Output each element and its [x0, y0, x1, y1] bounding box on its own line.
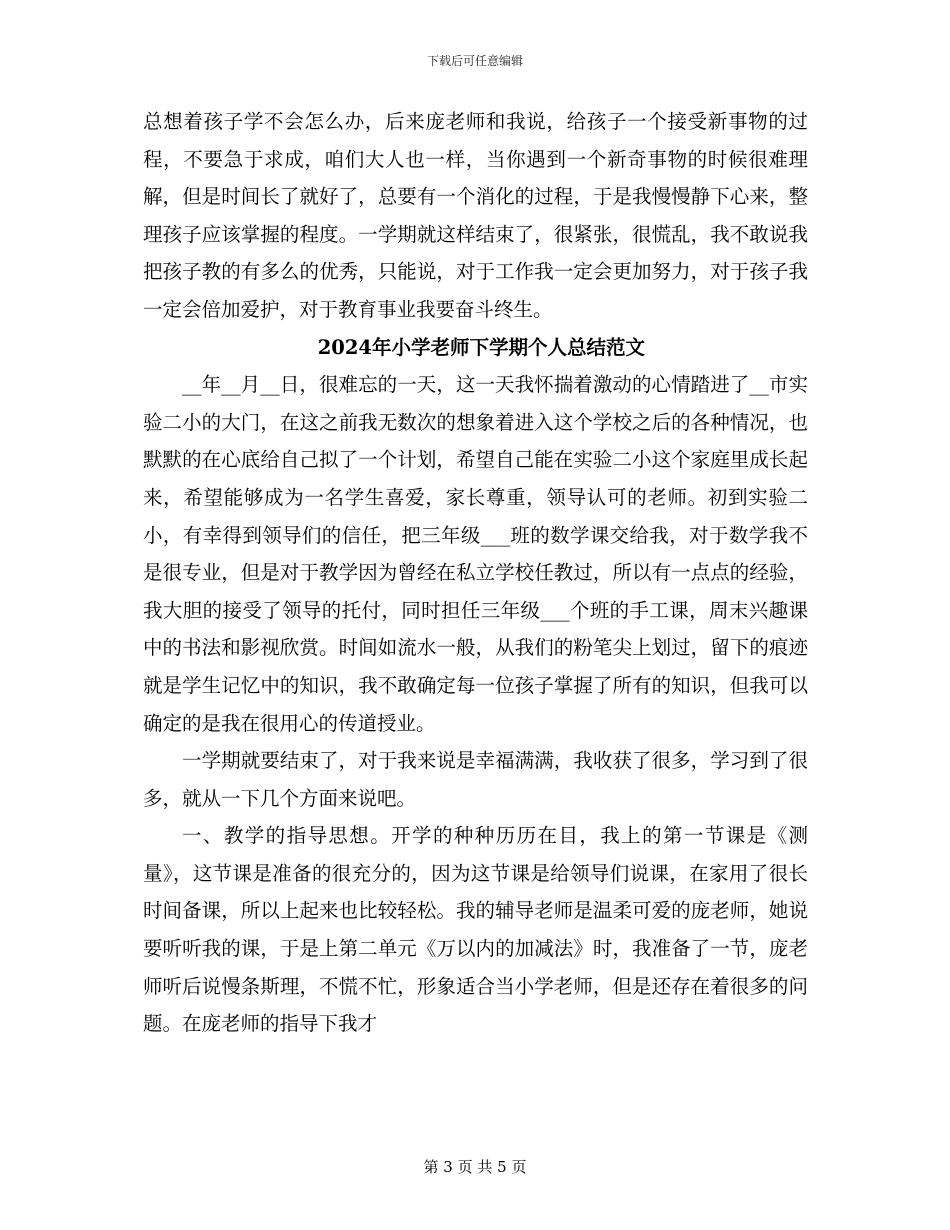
body-paragraph: 一学期就要结束了，对于我来说是幸福满满，我收获了很多，学习到了很多，就从一下几个方面来说吧。: [143, 749, 808, 810]
section-title: 2024年小学老师下学期个人总结范文: [317, 335, 645, 359]
body-paragraph: 总想着孩子学不会怎么办，后来庞老师和我说，给孩子一个接受新事物的过程，不要急于求成，咱们大人也一样，当你遇到一个新奇事物的时候很难理解，但是时间长了就好了，总要有一个消化的过程，于是我慢慢静下心来，整理孩子应该掌握的程度。一学期就这样结束了，很紧张，很慌乱，我不敢说我把孩子教的有多么的优秀，只能说，对于工作我一定会更加努力，对于孩子我一定会倍加爱护，对于教育事业我要奋斗终生。: [143, 110, 808, 321]
page-header: 下载后可任意编辑: [426, 54, 523, 68]
body-paragraph: __年__月__日，很难忘的一天，这一天我怀揣着激动的心情踏进了__市实验二小的大门，在这之前我无数次的想象着进入这个学校之后的各种情况，也默默的在心底给自己拟了一个计划，希望自己能在实验二小这个家庭里成长起来，希望能够成为一名学生喜爱，家长尊重，领导认可的老师。初到实验二小，有幸得到领导们的信任，把三年级___班的数学课交给我，对于数学我不是很专业，但是对于教学因为曾经在私立学校任教过，所以有一点点的经验，我大胆的接受了领导的托付，同时担任三年级___个班的手工课，周末兴趣课中的书法和影视欣赏。时间如流水一般，从我们的粉笔尖上划过，留下的痕迹就是学生记忆中的知识，我不敢确定每一位孩子掌握了所有的知识，但我可以确定的是我在很用心的传道授业。: [143, 373, 808, 735]
body-paragraph: 一、教学的指导思想。开学的种种历历在目，我上的第一节课是《测量》，这节课是准备的很充分的，因为这节课是给领导们说课，在家用了很长时间备课，所以上起来也比较轻松。我的辅导老师是温柔可爱的庞老师，她说要听听我的课，于是上第二单元《万以内的加减法》时，我准备了一节，庞老师听后说慢条斯理，不慌不忙，形象适合当小学老师，但是还存在着很多的问题。在庞老师的指导下我才: [143, 824, 808, 1036]
document-body: [143, 103, 808, 1043]
page-number: 第 3 页 共 5 页: [423, 1158, 527, 1176]
